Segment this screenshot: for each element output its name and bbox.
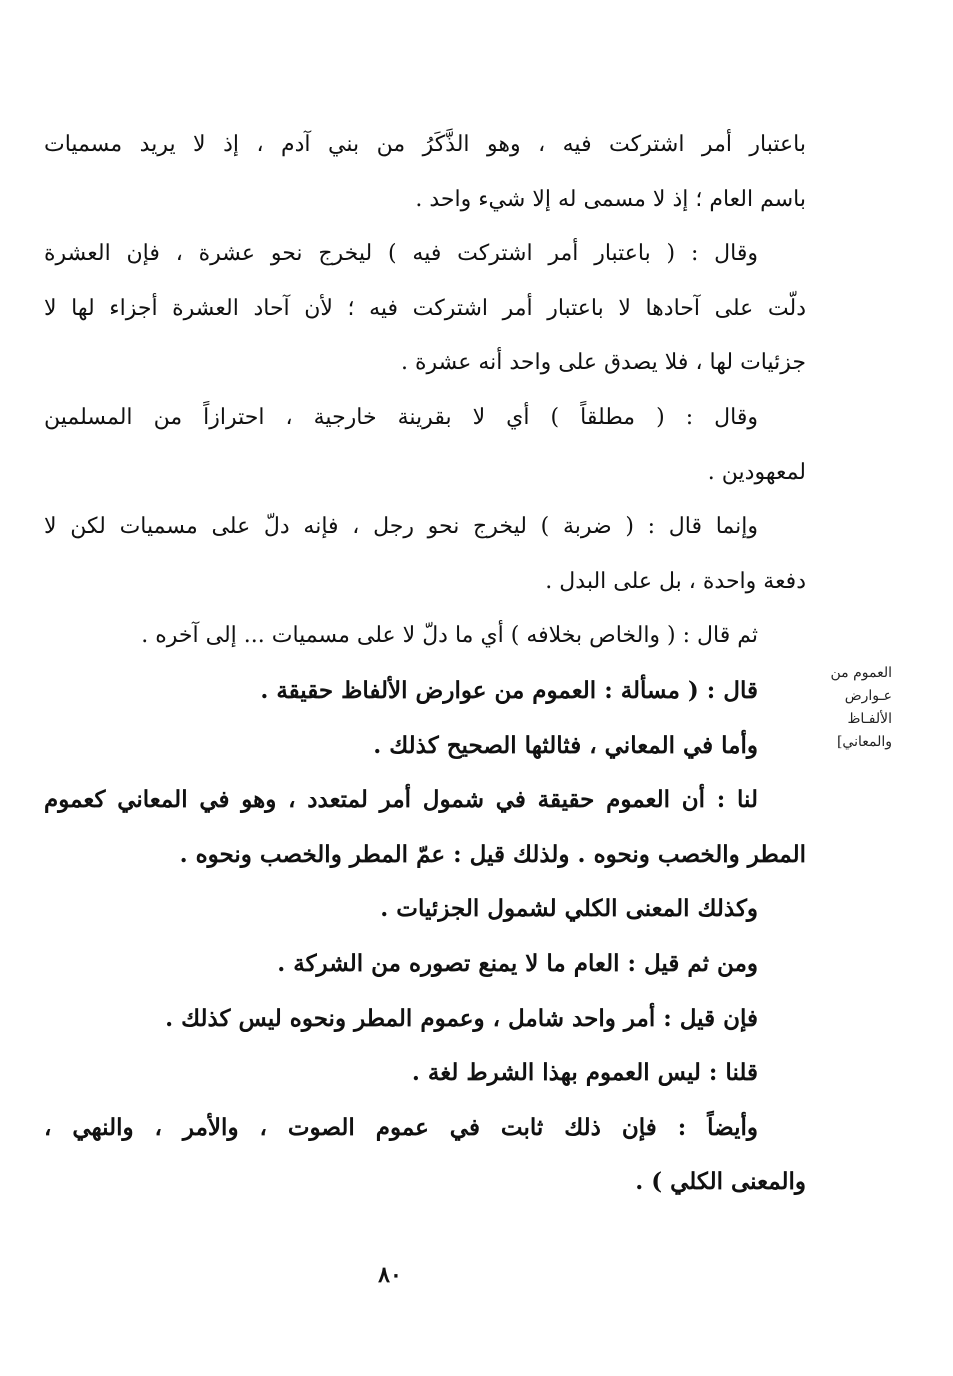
margin-note-line: عـوارض bbox=[844, 688, 892, 704]
margin-note-line: الألفـاظ bbox=[847, 711, 892, 727]
margin-note bbox=[812, 662, 892, 754]
text-line: قلنا : ليس العموم بهذا الشرط لغة . bbox=[411, 1059, 758, 1087]
text-line: لمعهودين . bbox=[707, 459, 806, 485]
text-line: وأيضاً : فإن ذلك ثابت في عموم الصوت ، والأمر ، والنهي ، bbox=[44, 1113, 758, 1141]
text-line: وكذلك المعنى الكلي لشمول الجزئيات . bbox=[380, 895, 758, 923]
text-line: دلّت على آحادها لا باعتبار أمر اشتركت فيه ؛ لأن آحاد العشرة أجزاء لها لا bbox=[44, 295, 806, 321]
text-line: ثم قال : ( والخاص بخلافه ) أي ما دلّ لا على مسميات ... إلى آخره . bbox=[141, 623, 758, 649]
text-line: لنا : أن العموم حقيقة في شمول أمر لمتعدد ، وهو في المعاني كعموم bbox=[44, 786, 758, 814]
text-line: قال : ( مسألة : العموم من عوارض الألفاظ حقيقة . bbox=[260, 676, 758, 704]
text-line: باسم العام ؛ إذ لا مسمى له إلا شيء واحد . bbox=[415, 186, 806, 212]
text-line: المطر والخصب ونحوه . ولذلك قيل : عمّ المطر والخصب ونحوه . bbox=[179, 840, 806, 868]
margin-note-line: والمعاني] bbox=[836, 734, 892, 750]
text-line: باعتبار أمر اشتركت فيه ، وهو الذَّكَرُ من بني آدم ، إذ لا يريد مسميات bbox=[44, 132, 806, 157]
text-line: جزئيات لها ، فلا يصدق على واحد أنه عشرة . bbox=[400, 350, 806, 376]
page-number: ٨٠ bbox=[378, 1262, 402, 1288]
text-line: وقال : ( باعتبار أمر اشتركت فيه ) ليخرج نحو عشرة ، فإن العشرة bbox=[44, 241, 758, 267]
text-line: فإن قيل : أمر واحد شامل ، وعموم المطر ونحوه ليس كذلك . bbox=[165, 1004, 758, 1032]
text-line: وأما في المعاني ، فثالثها الصحيح كذلك . bbox=[373, 731, 758, 759]
text-line: دفعة واحدة ، بل على البدل . bbox=[545, 568, 806, 594]
margin-note-line: العموم من bbox=[830, 665, 892, 681]
body-text bbox=[44, 118, 806, 1210]
text-line: والمعنى الكلي ) . bbox=[635, 1168, 806, 1196]
text-line: وقال : ( مطلقاً ) أي لا بقرينة خارجية ، احترازاً من المسلمين bbox=[44, 404, 758, 430]
text-line: وإنما قال : ( ضربة ) ليخرج نحو رجل ، فإنه دلّ على مسميات لكن لا bbox=[44, 514, 758, 540]
text-line: ومن ثم قيل : العام ما لا يمنع تصوره من الشركة . bbox=[277, 949, 758, 977]
